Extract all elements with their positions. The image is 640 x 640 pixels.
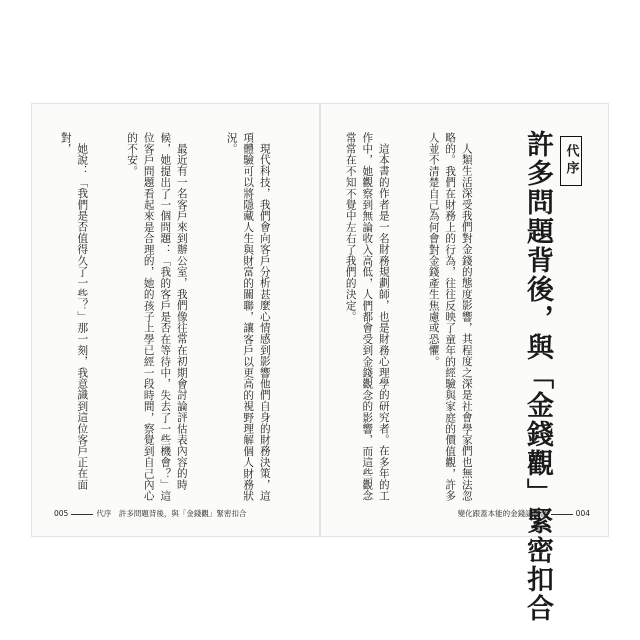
chapter-tag: 代序 — [560, 136, 582, 186]
right-page-footer — [458, 508, 590, 519]
book-spread — [32, 104, 608, 623]
left-running-head: 代序 許多問題背後，與「金錢觀」緊密扣合 — [96, 509, 247, 518]
footer-rule — [71, 514, 93, 515]
left-paragraph: 現代科技，我們會向客戶分析甚麼心情感到影響他們自身的財務決策，這項體驗可以將隱藏人生與財富的關聯，讓客戶以更高的視野理解個人財務狀況。 — [225, 132, 271, 502]
right-page-number: 004 — [575, 509, 590, 518]
left-paragraph: 她說：「我們是否值得久了一些？」那一刻，我意識到這位客戶正在面對， — [59, 132, 89, 490]
chapter-title: 許多問題背後，與「金錢觀」緊密扣合 — [522, 130, 553, 623]
left-page-footer — [54, 508, 246, 519]
right-paragraph: 這本書的作者是一名財務規劃師，也是財務心理學的研究者。在多年的工作中，她觀察到無論收入高低，人們都會受到金錢觀念的影響，而這些觀念常常在不知不覺中左右了我們的決定。 — [344, 132, 390, 502]
right-page-body — [326, 132, 508, 504]
left-page-number: 005 — [54, 509, 69, 518]
right-paragraph: 人類生活深受我們對金錢的態度影響，其程度之深是社會學家們也無法忽略的。我們在財務上的行為，往往反映了童年的經驗與家庭的價值觀，許多人並不清楚自己為何會對金錢產生焦慮或恐懼。 — [427, 132, 473, 502]
left-page — [32, 104, 320, 536]
left-page-body — [54, 132, 306, 504]
right-running-head: 變化跟蓋本能的金錢議題書 — [457, 509, 548, 518]
footer-rule — [551, 514, 573, 515]
left-paragraph: 最近有一名客戶來到辦公室，我們像往常在初期會討論評估表內容的時候，她提出了一個問題：「我的客戶是否在等待中，失去了一些機會？」這位客戶問題看起來是合理的，她的孩子上學已經一段時間，察覺到自己內心的不安。 — [126, 132, 188, 502]
right-page — [320, 104, 608, 623]
